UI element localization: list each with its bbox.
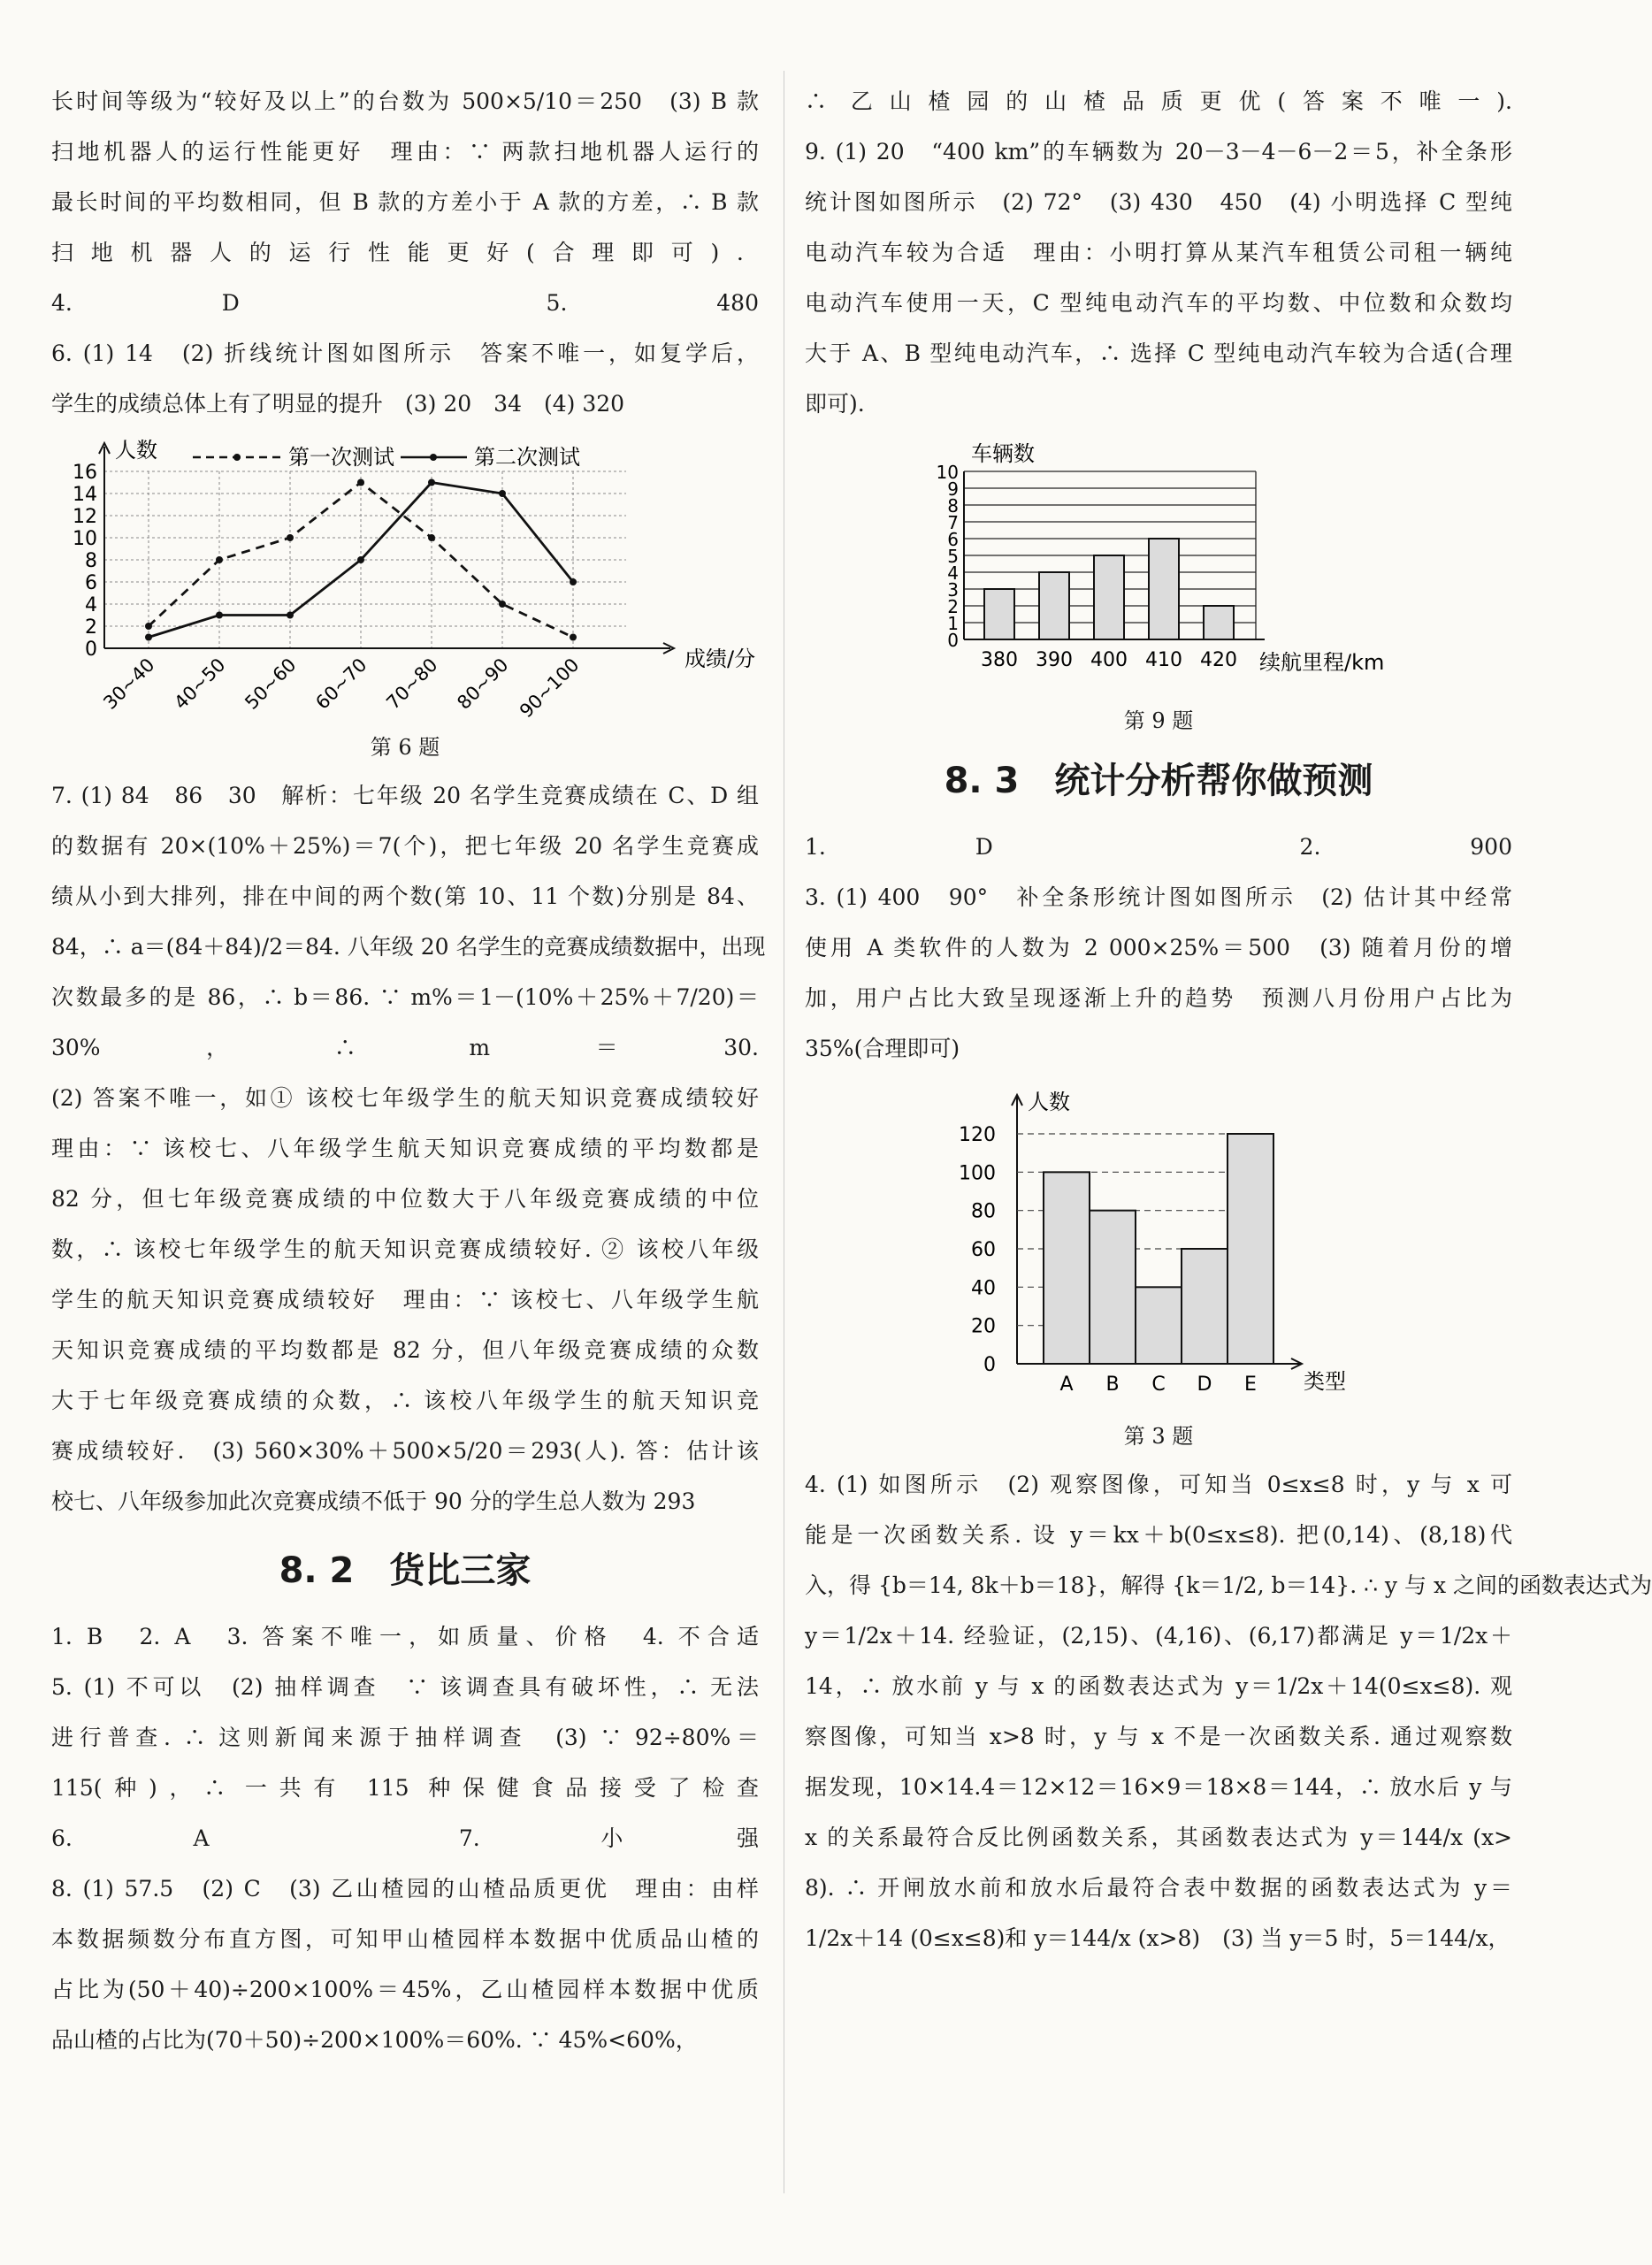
left-text-block-2 [51,770,766,1527]
x-tick-label: 420 [1200,649,1237,671]
text-line: 大于七年级竞赛成绩的众数，∴ 该校八年级学生的航天知识竞 [51,1388,759,1413]
text-line: 察图像，可知当 x>8 时，y 与 x 不是一次函数关系. 通过观察数 [805,1724,1512,1749]
y-tick-label: 40 [971,1277,996,1300]
data-point [357,556,364,563]
x-axis-label: 类型 [1304,1369,1346,1394]
x-tick-label: A [1059,1374,1074,1396]
text-line: 进行普查. ∴ 这则新闻来源于抽样调查 (3) ∵ 92÷80%＝ [51,1725,759,1750]
figure-6 [51,436,759,763]
x-tick-label: 30~40 [99,654,159,714]
x-axis-label: 续航里程/km [1259,650,1385,675]
bar-chart-mileage [805,436,1512,701]
text-line: 4. D 5. 480 [51,290,759,316]
y-tick-label: 3 [947,579,959,601]
y-tick-label: 120 [959,1124,996,1146]
right-text-block-1 [805,76,1512,429]
y-tick-label: 60 [971,1239,996,1261]
text-line: 本数据频数分布直方图，可知甲山楂园样本数据中优质品山楂的 [51,1926,759,1952]
bar [984,589,1014,639]
text-line: 扫地机器人的运行性能更好(合理即可)． [51,240,759,265]
text-line: 1/2x＋14 (0≤x≤8)和 y＝144/x (x>8) (3) 当 y＝5 时，5＝144/x， [805,1925,1511,1951]
bar [1228,1134,1273,1364]
text-line: 8). ∴ 开闸放水前和放水后最符合表中数据的函数表达式为 y＝ [805,1875,1512,1901]
x-tick-label: 70~80 [382,654,442,714]
y-tick-label: 14 [73,484,97,506]
text-line: 校七、八年级参加此次竞赛成绩不低于 90 分的学生总人数为 293 [51,1488,696,1514]
text-line: 4. (1) 如图所示 (2) 观察图像，可知当 0≤x≤8 时，y 与 x 可 [805,1472,1512,1497]
text-line: 数，∴ 该校七年级学生的航天知识竞赛成绩较好. ② 该校八年级 [51,1236,759,1262]
y-tick-label: 9 [947,478,959,500]
text-line: 次数最多的是 86，∴ b＝86. ∵ m%＝1－(10%＋25%＋7/20)＝ [51,984,759,1010]
bar [1044,1172,1090,1364]
x-tick-label: 80~90 [453,654,513,714]
bar [1094,555,1124,639]
bar [1149,539,1179,639]
y-tick-label: 1 [947,613,959,634]
text-line: 最长时间的平均数相同，但 B 款的方差小于 A 款的方差，∴ B 款 [51,189,759,215]
figure-caption: 第 3 题 [1123,1424,1194,1449]
y-tick-label: 0 [947,630,959,651]
text-line: 电动汽车使用一天，C 型纯电动汽车的平均数、中位数和众数均 [805,290,1512,316]
x-tick-label: E [1244,1374,1257,1396]
text-line: 使用 A 类软件的人数为 2 000×25%＝500 (3) 随着月份的增 [805,935,1512,960]
data-point [428,479,435,486]
x-tick-label: 400 [1090,649,1128,671]
x-tick-label: 60~70 [311,654,371,714]
right-text-block-2 [805,822,1512,1074]
left-text-block-3 [51,1611,759,2065]
text-line: 据发现，10×14.4＝12×12＝16×9＝18×8＝144，∴ 放水后 y 与 [805,1774,1512,1800]
bar [1136,1287,1182,1364]
text-line: 天知识竞赛成绩的平均数都是 82 分，但八年级竞赛成绩的众数 [51,1337,759,1363]
figure-caption: 第 6 题 [370,735,440,760]
text-line: 理由：∵ 该校七、八年级学生航天知识竞赛成绩的平均数都是 [51,1136,759,1161]
y-tick-label: 16 [73,462,97,484]
text-line: 品山楂的占比为(70＋50)÷200×100%＝60%. ∵ 45%<60%， [51,2027,698,2053]
data-point [287,534,294,541]
bar [1182,1249,1228,1364]
x-tick-label: B [1105,1374,1120,1396]
text-line: 绩从小到大排列，排在中间的两个数(第 10、11 个数)分别是 84、 [51,884,759,909]
text-line: 即可). [805,391,865,417]
y-tick-label: 12 [73,506,97,528]
x-tick-label: 90~100 [515,654,584,723]
x-tick-label: 410 [1145,649,1182,671]
text-line: 长时间等级为“较好及以上”的台数为 500×5/10＝250 (3) B 款 [51,88,759,114]
bar-chart-software [805,1081,1512,1417]
x-tick-label: 380 [981,649,1018,671]
y-tick-label: 10 [73,528,97,550]
text-line: 7. (1) 84 86 30 解析：七年级 20 名学生竞赛成绩在 C、D 组 [51,783,759,808]
data-point [216,612,223,619]
text-line: 1. B 2. A 3. 答案不唯一，如质量、价格 4. 不合适 [51,1624,759,1649]
text-line: 9. (1) 20 “400 km”的车辆数为 20－3－4－6－2＝5，补全条形 [805,139,1512,165]
text-line: 84，∴ a＝(84＋84)/2＝84. 八年级 20 名学生的竞赛成绩数据中，出现 [51,934,766,960]
figure-9 [805,436,1512,737]
y-tick-label: 80 [971,1200,996,1223]
x-tick-label: 390 [1036,649,1073,671]
data-point [357,479,364,486]
y-tick-label: 2 [85,616,97,639]
y-tick-label: 5 [947,546,959,567]
y-tick-label: 8 [947,495,959,517]
y-tick-label: 2 [947,596,959,617]
line-chart [51,436,759,728]
x-tick-label: D [1197,1374,1212,1396]
x-tick-label: C [1151,1374,1166,1396]
x-tick-label: 50~60 [241,654,301,714]
figure-3 [805,1081,1512,1452]
legend-marker [233,454,241,461]
text-line: (2) 答案不唯一，如① 该校七年级学生的航天知识竞赛成绩较好 [51,1085,759,1111]
data-point [145,623,152,630]
left-text-block-1 [51,76,759,429]
data-point [145,634,152,641]
right-text-block-3 [805,1459,1652,1963]
text-line: 35%(合理即可) [805,1036,960,1061]
y-axis-label: 人数 [115,438,157,463]
text-line: 115(种)，∴ 一共有 115 种保健食品接受了检查 [51,1775,759,1801]
legend-label: 第二次测试 [474,445,580,470]
text-line: 30%，∴ m＝30. [51,1035,759,1060]
y-tick-label: 0 [85,639,97,661]
text-line: ∴ 乙山楂园的山楂品质更优(答案不唯一). [805,88,1512,114]
text-line: 14，∴ 放水前 y 与 x 的函数表达式为 y＝1/2x＋14(0≤x≤8). 观 [805,1673,1512,1699]
legend-label: 第一次测试 [288,445,394,470]
text-line: 统计图如图所示 (2) 72° (3) 430 450 (4) 小明选择 C 型纯 [805,189,1512,215]
text-line: 6. A 7. 小强 [51,1825,759,1851]
legend-marker [430,454,437,461]
data-point [428,534,435,541]
data-point [570,634,577,641]
x-axis-label: 成绩/分 [685,647,756,671]
text-line: 赛成绩较好. (3) 560×30%＋500×5/20＝293(人). 答：估计该 [51,1438,759,1464]
bar [1204,606,1234,639]
y-tick-label: 0 [983,1354,996,1376]
x-tick-label: 40~50 [170,654,230,714]
text-line: 3. (1) 400 90° 补全条形统计图如图所示 (2) 估计其中经常 [805,884,1512,910]
section-heading-8-3: 8. 3 统计分析帮你做预测 [944,761,1373,801]
text-line: 入，得 {b＝14, 8k＋b＝18}，解得 {k＝1/2, b＝14}. ∴ y 与 x 之间的函数表达式为 [805,1572,1652,1598]
figure-caption: 第 9 题 [1123,708,1194,733]
y-axis-label: 人数 [1028,1090,1070,1114]
data-point [499,601,506,608]
section-heading-8-2: 8. 2 货比三家 [279,1550,532,1591]
right-column [805,76,1652,1963]
text-line: y＝1/2x＋14. 经验证，(2,15)、(4,16)、(6,17)都满足 y＝1/2x＋ [805,1623,1512,1649]
y-tick-label: 20 [971,1315,996,1338]
text-line: 扫地机器人的运行性能更好 理由：∵ 两款扫地机器人运行的 [51,139,759,165]
text-line: 加，用户占比大致呈现逐渐上升的趋势 预测八月份用户占比为 [805,985,1512,1011]
data-point [287,612,294,619]
data-point [216,556,223,563]
text-line: 能是一次函数关系. 设 y＝kx＋b(0≤x≤8). 把(0,14)、(8,18)代 [805,1522,1512,1548]
text-line: 5. (1) 不可以 (2) 抽样调查 ∵ 该调查具有破坏性，∴ 无法 [51,1674,759,1700]
y-tick-label: 7 [947,512,959,533]
text-line: 学生的成绩总体上有了明显的提升 (3) 20 34 (4) 320 [51,391,625,417]
text-line: x 的关系最符合反比例函数关系，其函数表达式为 y＝144/x (x> [805,1825,1512,1850]
text-line: 学生的航天知识竞赛成绩较好 理由：∵ 该校七、八年级学生航 [51,1287,759,1312]
text-line: 大于 A、B 型纯电动汽车，∴ 选择 C 型纯电动汽车较为合适(合理 [805,341,1512,366]
y-tick-label: 100 [959,1162,996,1185]
bar [1090,1211,1136,1364]
y-tick-label: 6 [947,529,959,550]
text-line: 的数据有 20×(10%＋25%)＝7(个)，把七年级 20 名学生竞赛成 [51,833,759,859]
y-tick-label: 8 [85,550,97,572]
y-tick-label: 10 [936,462,959,483]
y-tick-label: 6 [85,572,97,594]
data-point [570,578,577,585]
y-axis-label: 车辆数 [971,441,1035,466]
bar [1039,572,1069,639]
left-column [51,76,766,2065]
y-tick-label: 4 [85,594,97,616]
data-point [499,490,506,497]
text-line: 6. (1) 14 (2) 折线统计图如图所示 答案不唯一，如复学后， [51,341,759,366]
y-tick-label: 4 [947,562,959,584]
text-line: 电动汽车较为合适 理由：小明打算从某汽车租赁公司租一辆纯 [805,240,1512,265]
text-line: 占比为(50＋40)÷200×100%＝45%，乙山楂园样本数据中优质 [51,1977,759,2002]
text-line: 1. D 2. 900 [805,834,1512,860]
text-line: 8. (1) 57.5 (2) C (3) 乙山楂园的山楂品质更优 理由：由样 [51,1876,759,1902]
text-line: 82 分，但七年级竞赛成绩的中位数大于八年级竞赛成绩的中位 [51,1186,759,1212]
